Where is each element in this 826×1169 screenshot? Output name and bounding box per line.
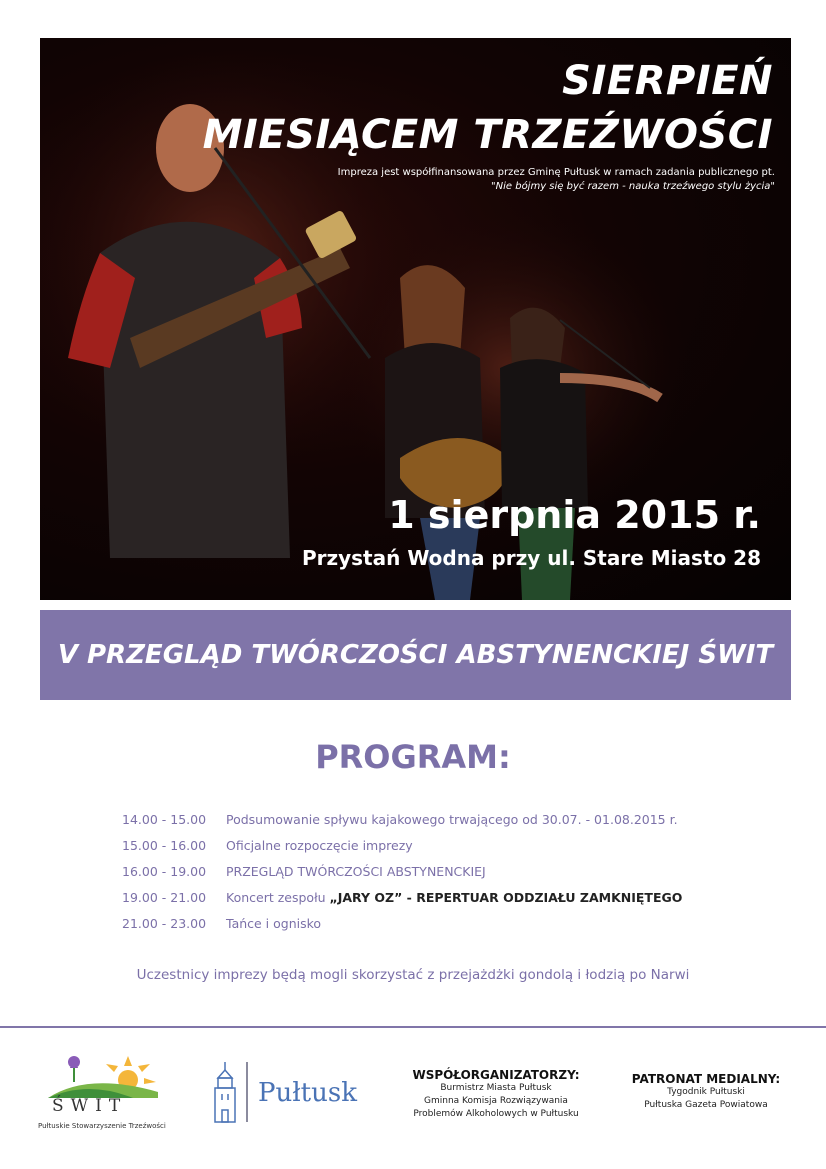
- schedule-text: Tańce i ognisko: [226, 916, 322, 931]
- schedule-text: Oficjalne rozpoczęcie imprezy: [226, 838, 413, 853]
- swit-logo: [38, 1052, 168, 1132]
- co-organizers-heading: WSPÓŁORGANIZATORZY:: [412, 1068, 580, 1082]
- schedule-row: [122, 890, 682, 916]
- swit-caption: Pułtuskie Stowarzyszenie Trzeźwości: [38, 1122, 166, 1130]
- funding-note: [338, 166, 775, 194]
- media-patron: [622, 1072, 790, 1112]
- media-patron-line: Tygodnik Pułtuski: [667, 1087, 745, 1097]
- co-organizer-line: Burmistrz Miasta Pułtusk: [440, 1083, 552, 1093]
- title-line-2: MIESIĄCEM TRZEŹWOŚCI: [202, 112, 773, 158]
- pultusk-wordmark: Pułtusk: [258, 1078, 357, 1108]
- footer-divider: [0, 1026, 826, 1028]
- co-organizers: [396, 1068, 596, 1121]
- funding-line: Impreza jest współfinansowana przez Gminę Pułtusk w ramach zadania publicznego pt.: [337, 167, 775, 178]
- co-organizer-line: Gminna Komisja Rozwiązywania: [424, 1096, 568, 1106]
- band-name: „JARY OZ” - REPERTUAR ODDZIAŁU ZAMKNIĘTEGO: [329, 890, 683, 905]
- media-patron-line: Pułtuska Gazeta Powiatowa: [644, 1100, 768, 1110]
- schedule-text: Podsumowanie spływu kajakowego trwającego od 30.07. - 01.08.2015 r.: [226, 812, 678, 827]
- event-place: Przystań Wodna przy ul. Stare Miasto 28: [301, 546, 761, 570]
- hero-poster-photo: [40, 38, 791, 600]
- program-heading: PROGRAM:: [315, 738, 511, 776]
- schedule-text: Koncert zespołu: [226, 890, 330, 905]
- schedule-row: [122, 916, 682, 942]
- program-schedule: [122, 812, 682, 942]
- co-organizer-line: Problemów Alkoholowych w Pułtusku: [413, 1109, 579, 1119]
- schedule-row: [122, 812, 682, 838]
- project-name: "Nie bójmy się być razem - nauka trzeźwego stylu życia": [491, 181, 775, 192]
- schedule-time: 15.00 - 16.00: [122, 838, 207, 853]
- schedule-time: 21.00 - 23.00: [122, 916, 207, 931]
- schedule-time: 16.00 - 19.00: [122, 864, 207, 879]
- sun-flower-hill-logo: [38, 1052, 168, 1100]
- title-line-1: SIERPIEŃ: [562, 58, 773, 104]
- schedule-row: [122, 838, 682, 864]
- pultusk-logo: [210, 1060, 370, 1128]
- event-date: 1 sierpnia 2015 r.: [388, 493, 761, 537]
- banner-title: V PRZEGLĄD TWÓRCZOŚCI ABSTYNENCKIEJ ŚWIT: [57, 640, 774, 670]
- event-banner: [40, 610, 791, 700]
- schedule-row: [122, 864, 682, 890]
- schedule-text: PRZEGLĄD TWÓRCZOŚCI ABSTYNENCKIEJ: [226, 864, 486, 879]
- attractions-note: Uczestnicy imprezy będą mogli skorzystać z przejażdżki gondolą i łodzią po Narwi: [136, 967, 690, 983]
- swit-wordmark: ŚWIT: [52, 1096, 128, 1116]
- media-patron-heading: PATRONAT MEDIALNY:: [631, 1072, 781, 1086]
- schedule-time: 19.00 - 21.00: [122, 890, 207, 905]
- pultusk-separator: [246, 1062, 248, 1122]
- schedule-time: 14.00 - 15.00: [122, 812, 207, 827]
- tower-logo: [210, 1060, 240, 1124]
